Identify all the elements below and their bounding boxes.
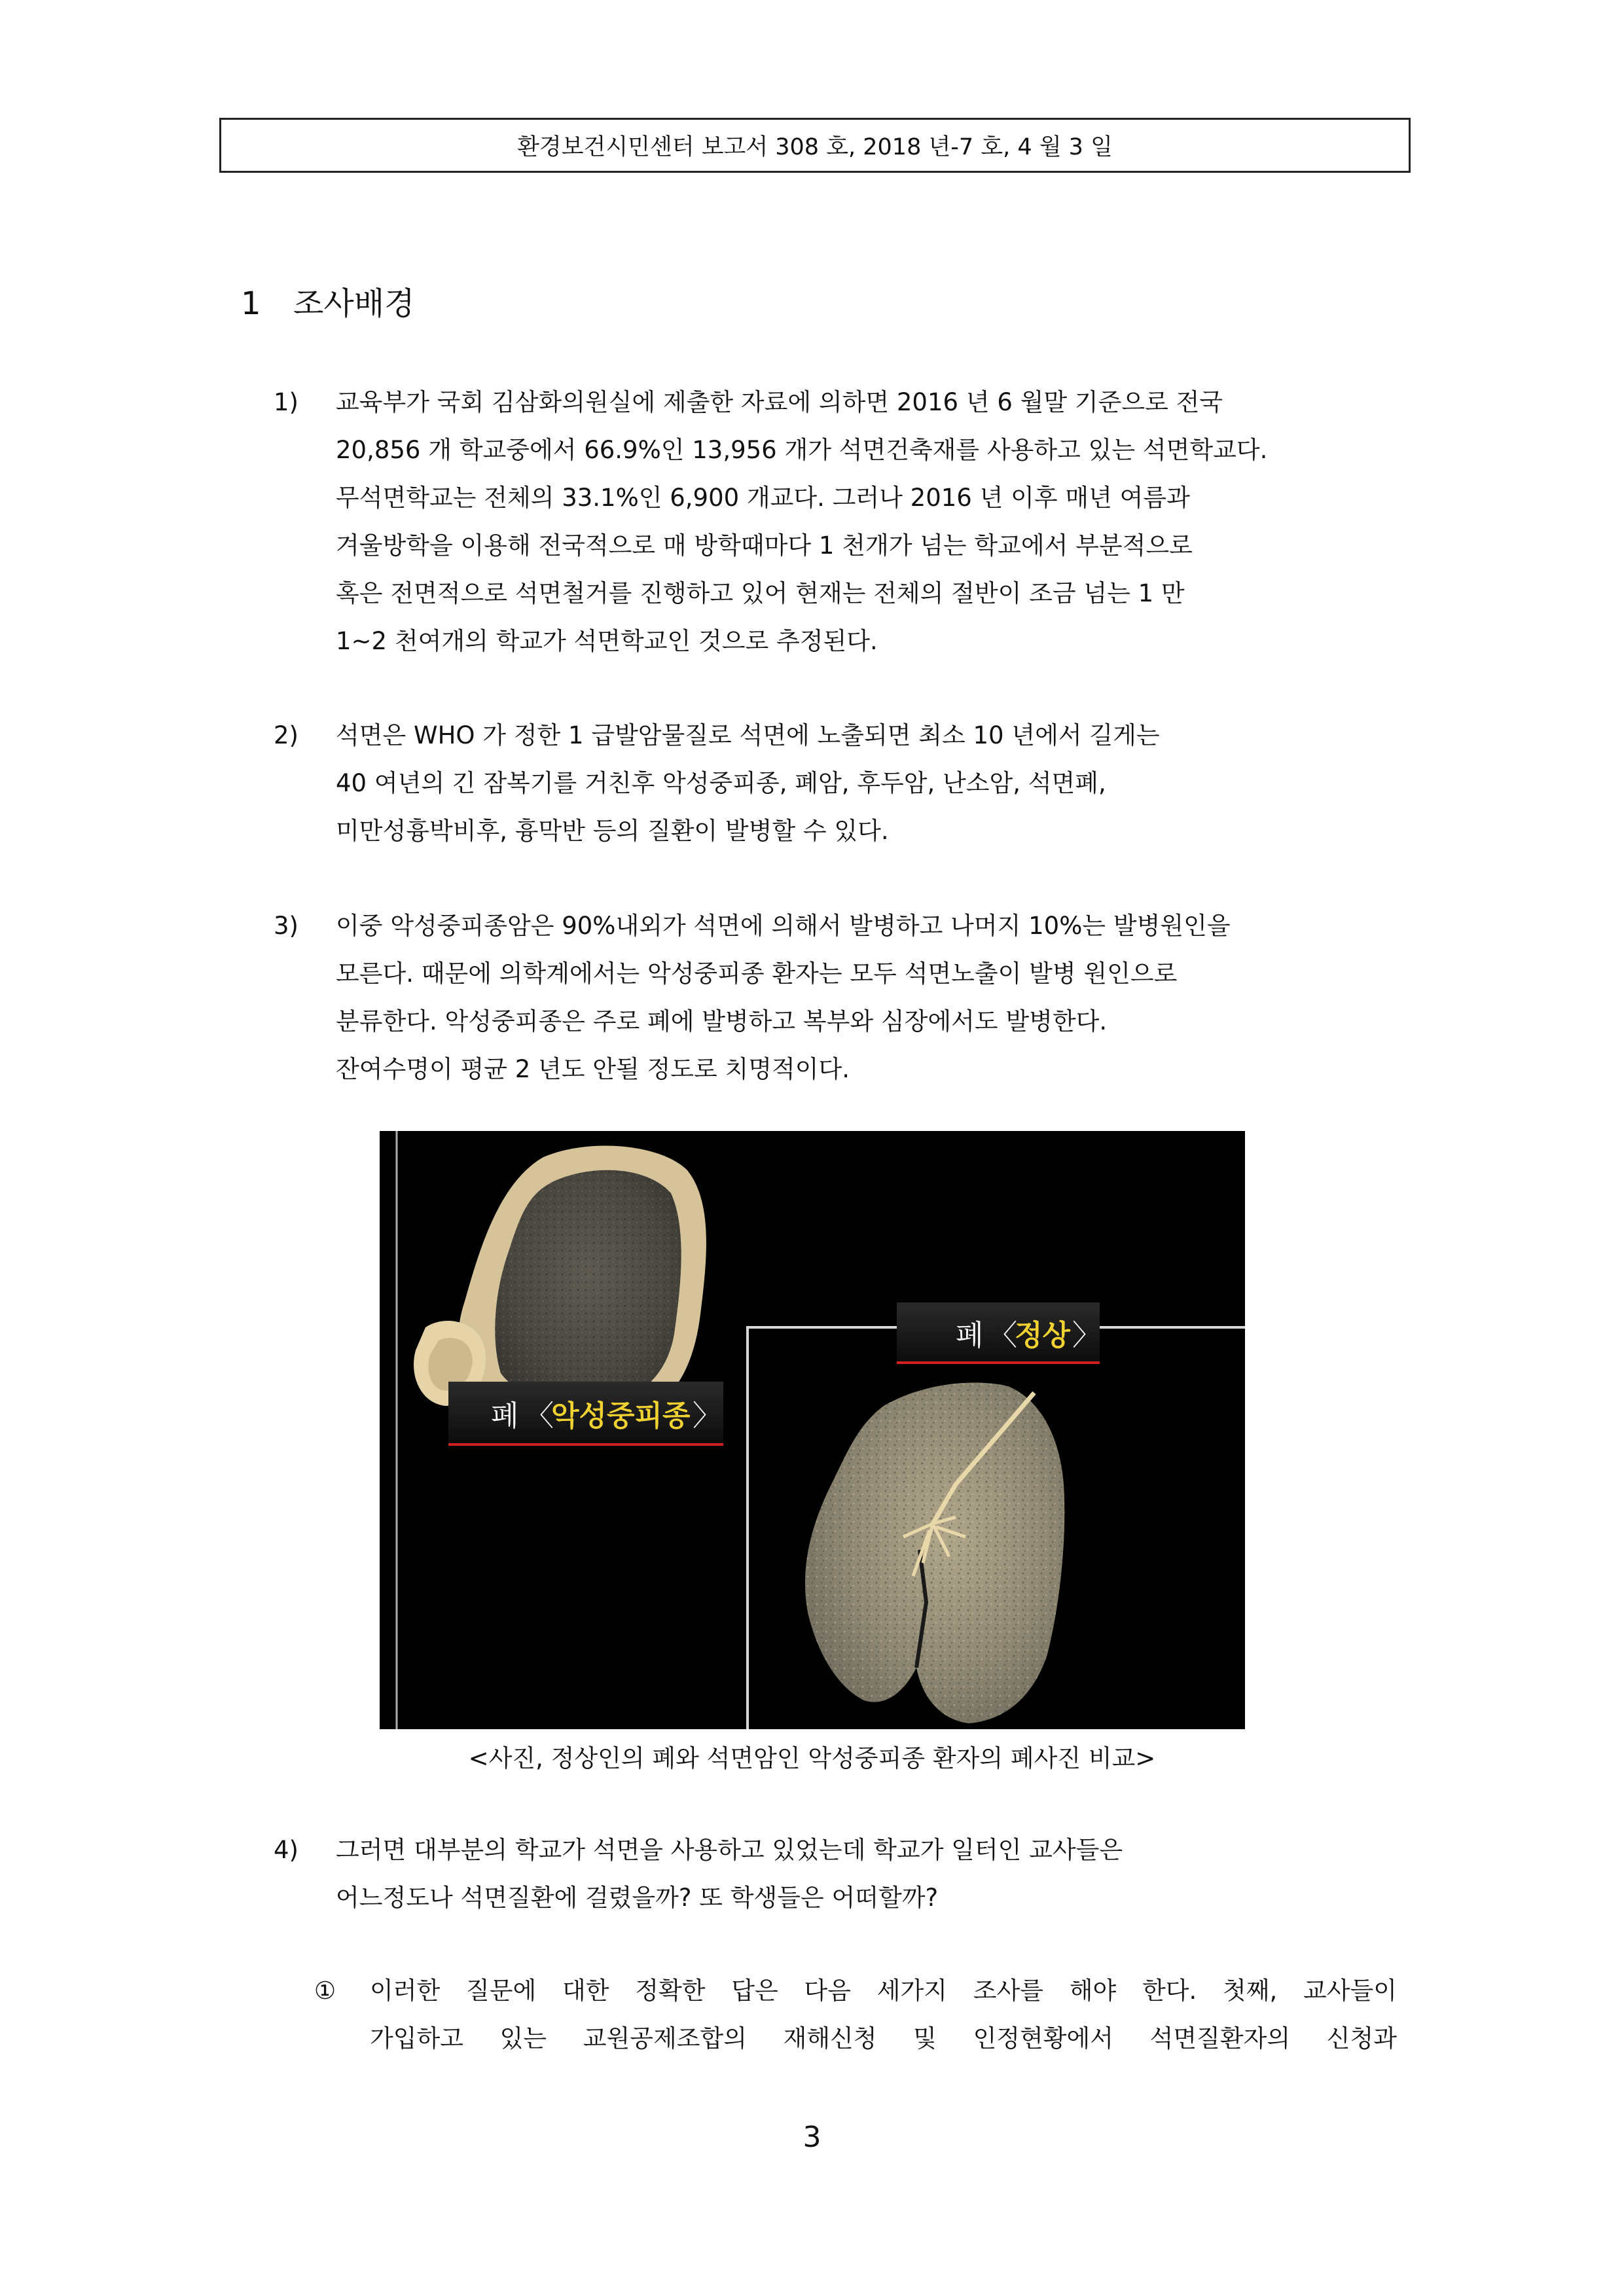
list-item bbox=[274, 1826, 1397, 1922]
text-line: 20,856 개 학교중에서 66.9%인 13,956 개가 석면건축재를 사용하고 있는 석면학교다. bbox=[336, 436, 1268, 464]
text-line: 미만성흉박비후, 흉막반 등의 질환이 발병할 수 있다. bbox=[336, 817, 889, 845]
list-item-body bbox=[336, 1826, 1397, 1922]
label-right-bracket-open: 〈 bbox=[988, 1319, 1017, 1352]
list-item-marker: 3) bbox=[274, 912, 298, 940]
section-heading bbox=[241, 278, 414, 323]
list-item bbox=[274, 711, 1397, 855]
report-header bbox=[219, 118, 1411, 173]
text-line: 겨울방학을 이용해 전국적으로 매 방학때마다 1 천개가 넘는 학교에서 부분적으로 bbox=[336, 531, 1193, 560]
text-line: 이러한 질문에 대한 정확한 답은 다음 세가지 조사를 해야 한다. 첫째, 교사들이 bbox=[370, 1977, 1397, 2005]
text-line: 혹은 전면적으로 석면철거를 진행하고 있어 현재는 전체의 절반이 조금 넘는 1 만 bbox=[336, 579, 1185, 607]
page-number: 3 bbox=[803, 2121, 821, 2154]
list-item-body bbox=[336, 711, 1397, 855]
text-line: 무석면학교는 전체의 33.1%인 6,900 개교다. 그러나 2016 년 이후 매년 여름과 bbox=[336, 484, 1190, 512]
list-item-marker: 1) bbox=[274, 388, 298, 416]
label-left-highlight: 악성중피종 bbox=[551, 1399, 691, 1433]
lung-comparison-photo bbox=[380, 1131, 1245, 1729]
label-right-prefix: 폐 bbox=[956, 1319, 984, 1352]
text-line: 석면은 WHO 가 정한 1 급발암물질로 석면에 노출되면 최소 10 년에서 길게는 bbox=[336, 721, 1160, 749]
label-left-prefix: 폐 bbox=[491, 1399, 519, 1433]
text-line: 40 여년의 긴 잠복기를 거친후 악성중피종, 폐암, 후두암, 난소암, 석면폐, bbox=[336, 769, 1106, 797]
report-header-text: 환경보건시민센터 보고서 308 호, 2018 년-7 호, 4 월 3 일 bbox=[517, 134, 1113, 160]
text-line: 교육부가 국회 김삼화의원실에 제출한 자료에 의하면 2016 년 6 월말 기준으로 전국 bbox=[336, 388, 1223, 416]
list-item bbox=[274, 902, 1397, 1093]
normal-label bbox=[897, 1302, 1101, 1363]
list-item-body bbox=[336, 902, 1397, 1093]
list-item bbox=[274, 378, 1397, 665]
photo-caption: <사진, 정상인의 폐와 석면암인 악성중피종 환자의 폐사진 비교> bbox=[468, 1744, 1156, 1772]
text-line: 잔여수명이 평균 2 년도 안될 정도로 치명적이다. bbox=[336, 1055, 850, 1083]
section-number: 1 bbox=[241, 285, 261, 322]
list-item-marker: 2) bbox=[274, 721, 298, 749]
list-item-body bbox=[336, 378, 1397, 665]
section-title: 조사배경 bbox=[293, 285, 415, 322]
text-line: 이중 악성중피종암은 90%내외가 석면에 의해서 발병하고 나머지 10%는 발병원인을 bbox=[336, 912, 1231, 940]
normal-lung-image bbox=[805, 1382, 1064, 1723]
label-left-bracket-close: 〉 bbox=[693, 1399, 721, 1433]
text-line: 분류한다. 악성중피종은 주로 폐에 발병하고 복부와 심장에서도 발병한다. bbox=[336, 1007, 1108, 1035]
text-line: 1~2 천여개의 학교가 석면학교인 것으로 추정된다. bbox=[336, 627, 878, 655]
sub-list-item-body bbox=[370, 1967, 1397, 2062]
text-line: 모른다. 때문에 의학계에서는 악성중피종 환자는 모두 석면노출이 발병 원인으로 bbox=[336, 960, 1178, 988]
label-right-bracket-close: 〉 bbox=[1072, 1319, 1101, 1352]
text-line: 가입하고 있는 교원공제조합의 재해신청 및 인정현황에서 석면질환자의 신청과 bbox=[370, 2024, 1397, 2053]
text-line: 그러면 대부분의 학교가 석면을 사용하고 있었는데 학교가 일터인 교사들은 bbox=[336, 1836, 1123, 1864]
label-left-bracket-open: 〈 bbox=[525, 1399, 554, 1433]
sub-list-item-marker: ① bbox=[314, 1977, 336, 2005]
sub-list-item bbox=[314, 1967, 1397, 2062]
label-right-highlight: 정상 bbox=[1015, 1319, 1071, 1352]
list-item-marker: 4) bbox=[274, 1836, 298, 1864]
mesothelioma-label bbox=[448, 1382, 723, 1444]
text-line: 어느정도나 석면질환에 걸렸을까? 또 학생들은 어떠할까? bbox=[336, 1884, 939, 1912]
